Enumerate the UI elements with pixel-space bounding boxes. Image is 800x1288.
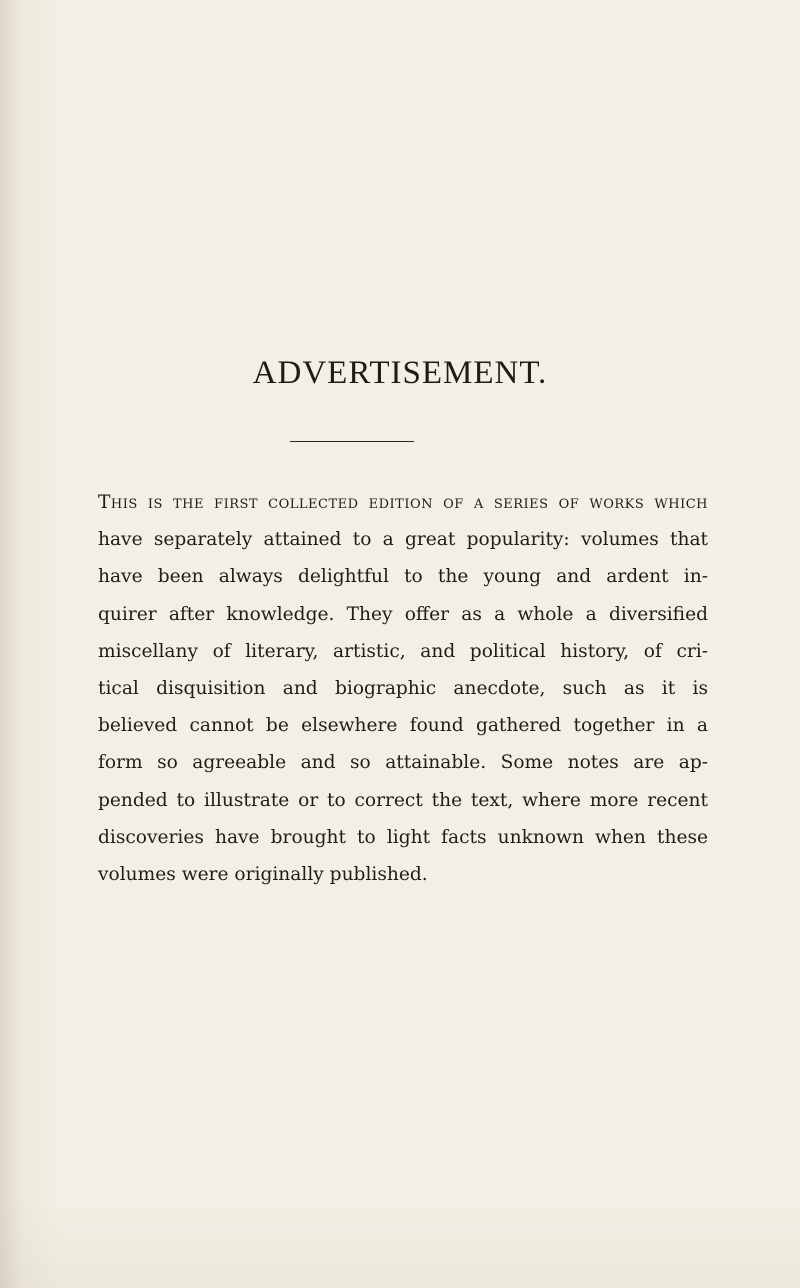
advertisement-paragraph [98, 484, 708, 893]
paragraph-line: This is the first collected edition of a series of works which [98, 492, 708, 513]
paragraph-line: discoveries have brought to light facts unknown when these [98, 826, 708, 848]
paragraph-line: pended to illustrate or to correct the text, where more recent [98, 789, 708, 811]
paragraph-line: quirer after knowledge. They offer as a whole a diversified [98, 603, 708, 625]
paragraph-line: form so agreeable and so attainable. Some notes are ap- [98, 752, 708, 774]
paragraph-line: tical disquisition and biographic anecdote, such as it is [98, 678, 708, 700]
paragraph-line: believed cannot be elsewhere found gathered together in a [98, 715, 708, 737]
paragraph-line: have separately attained to a great popularity: volumes that [98, 529, 708, 551]
paragraph-line: have been always delightful to the young and ardent in- [98, 566, 708, 588]
page-title: ADVERTISEMENT. [252, 355, 548, 391]
title-rule-divider [290, 441, 414, 442]
paragraph-line: volumes were originally published. [98, 864, 428, 886]
paragraph-line: miscellany of literary, artistic, and political history, of cri- [98, 640, 708, 662]
